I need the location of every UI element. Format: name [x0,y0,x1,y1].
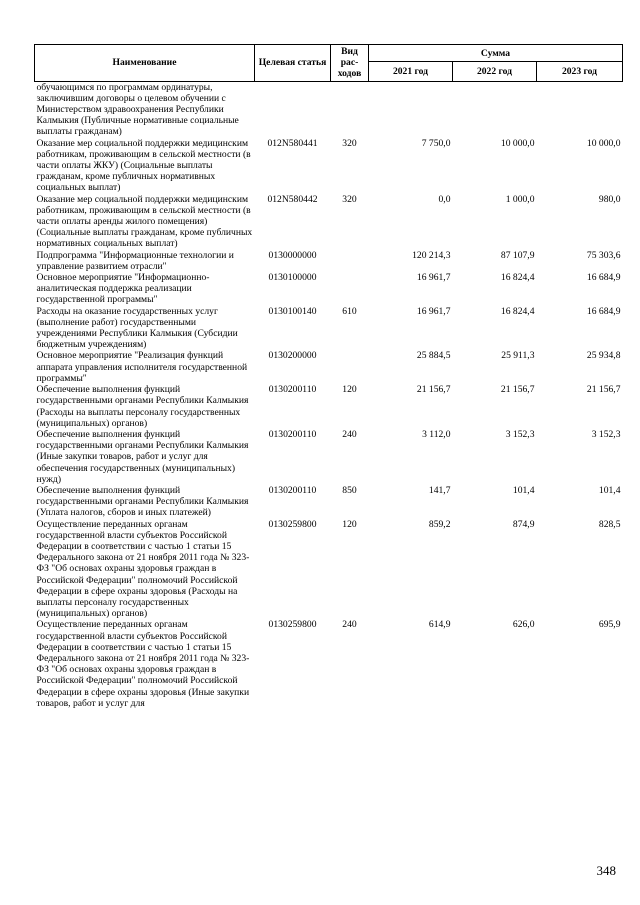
header-name: Наименование [35,45,255,82]
row-expense-type [331,272,369,306]
row-sum-2021: 21 156,7 [416,384,451,396]
row-target-article: 012N580442 [267,193,318,205]
row-target-article: 0130200110 [268,384,317,396]
row-name: Осуществление переданных органам государственной власти субъектов Российской Федерации в соответствии с частью 1 статьи 15 Федерального закона от 21 ноября 2011 года № 323-ФЗ "Об основах охраны здоровья граждан в Российской Федерации" полномочий Российской Федерации в сфере охраны здоровья (Иные закупки товаров, работ и услуг для [36,619,250,709]
row-sum-2022: 16 824,4 [500,305,535,317]
row-sum-2021 [369,81,453,138]
row-expense-type [331,250,369,272]
row-expense-type [331,81,369,138]
row-sum-2022: 25 911,3 [501,350,535,362]
row-target-article: 0130200110 [268,428,317,440]
row-sum-2022: 3 152,3 [505,428,535,440]
row-name: Оказание мер социальной поддержки медицинским работникам, проживающим в сельской местности (в части оплаты аренды жилого помещения)(Социальные выплаты гражданам, кроме публичных нормативных социальных выплат) [36,193,253,250]
row-expense-type [331,350,369,384]
row-expense-type: 320 [342,193,357,205]
row-sum-2023: 101,4 [598,484,621,496]
table-row [35,138,623,194]
row-sum-2021: 141,7 [428,484,451,496]
table-row [35,306,623,351]
row-sum-2023: 828,5 [598,518,621,530]
row-sum-2021: 0,0 [438,193,451,205]
row-sum-2023: 3 152,3 [591,428,621,440]
row-target-article: 0130200000 [268,350,317,362]
row-name: обучающимся по программам ординатуры, заключившим договоры о целевом обучении с Министерством здравоохранения Республики Калмыкия (Публичные нормативные социальные выплаты гражданам) [36,81,239,138]
row-expense-type: 240 [342,619,357,631]
row-target-article: 0130100140 [268,305,317,317]
table-row [35,350,623,384]
row-sum-2023: 25 934,8 [586,350,621,362]
row-expense-type: 320 [342,137,357,149]
row-expense-type: 120 [342,384,357,396]
row-sum-2021: 859,2 [428,518,451,530]
header-target-article: Целевая статья [255,45,331,82]
row-sum-2021: 3 112,0 [422,428,451,440]
row-sum-2023: 16 684,9 [586,305,621,317]
row-sum-2021: 25 884,5 [416,350,451,362]
row-sum-2022: 874,9 [512,518,535,530]
table-row [35,384,623,429]
row-sum-2023: 10 000,0 [586,137,621,149]
table-row [35,194,623,250]
table-row [35,250,623,272]
table-row [35,519,623,620]
row-sum-2023: 21 156,7 [586,384,621,396]
row-sum-2022: 1 000,0 [505,193,535,205]
row-sum-2022 [453,81,537,138]
row-expense-type: 120 [342,518,357,530]
row-name: Оказание мер социальной поддержки медицинским работникам, проживающим в сельской местности (в части оплаты ЖКУ) (Социальные выплаты гражданам, кроме публичных нормативных социальных выплат) [36,137,251,194]
header-year-2022: 2022 год [453,62,537,81]
row-name: Обеспечение выполнения функций государственными органами Республики Калмыкия (Уплата налогов, сборов и иных платежей) [36,484,249,519]
row-sum-2023: 75 303,6 [586,249,621,261]
table-header [35,45,623,82]
row-sum-2022: 21 156,7 [500,384,535,396]
row-sum-2023: 980,0 [598,193,621,205]
row-sum-2021: 120 214,3 [412,249,451,261]
row-target-article: 0130259800 [268,518,317,530]
row-expense-type: 850 [342,484,357,496]
row-sum-2022: 101,4 [512,484,535,496]
row-target-article: 0130100000 [268,272,317,284]
header-expense-type: Вид рас-ходов [331,45,369,82]
row-expense-type: 610 [342,305,357,317]
header-year-2021: 2021 год [369,62,453,81]
row-target-article: 0130200110 [268,484,317,496]
row-sum-2022: 10 000,0 [500,137,535,149]
table-row [35,429,623,485]
row-sum-2021: 16 961,7 [416,305,451,317]
row-sum-2021: 16 961,7 [416,272,451,284]
row-target-article: 012N580441 [267,137,318,149]
row-sum-2023 [537,81,623,138]
row-sum-2023: 16 684,9 [586,272,621,284]
row-name: Расходы на оказание государственных услуг (выполнение работ) государственными учреждениями Республики Калмыкия (Субсидии бюджетным учреждениям) [36,305,238,351]
header-sum: Сумма [369,45,623,62]
table-row [35,485,623,519]
row-sum-2022: 16 824,4 [500,272,535,284]
row-target-article: 0130000000 [268,249,317,261]
row-name: Подпрограмма "Информационные технологии и управление развитием отрасли" [36,249,234,272]
row-sum-2022: 626,0 [512,619,535,631]
table-row [35,272,623,306]
page-number: 348 [596,863,616,878]
table-row [35,619,623,709]
row-name: Осуществление переданных органам государственной власти субъектов Российской Федерации в соответствии с частью 1 статьи 15 Федерального закона от 21 ноября 2011 года № 323-ФЗ "Об основах охраны здоровья граждан в Российской Федерации" полномочий Российской Федерации в сфере охраны здоровья (Расходы на выплаты персоналу государственных (муниципальных) органов) [36,518,250,620]
row-sum-2021: 614,9 [428,619,451,631]
row-target-article [255,81,331,138]
row-name: Обеспечение выполнения функций государственными органами Республики Калмыкия (Расходы на выплаты персоналу государственных (муниципальных) органов) [36,384,249,429]
row-name: Основное мероприятие "Информационно-аналитическая поддержка реализации государственной программы" [36,272,210,306]
row-sum-2022: 87 107,9 [500,249,535,261]
row-sum-2021: 7 750,0 [421,137,451,149]
header-year-2023: 2023 год [537,62,623,81]
row-expense-type: 240 [342,428,357,440]
row-name: Основное мероприятие "Реализация функций аппарата управления исполнителя государственной программы" [36,350,248,384]
budget-table [34,44,623,709]
row-sum-2023: 695,9 [598,619,621,631]
table-body [35,81,623,709]
row-target-article: 0130259800 [268,619,317,631]
row-name: Обеспечение выполнения функций государственными органами Республики Калмыкия (Иные закупки товаров, работ и услуг для обеспечения государственных (муниципальных) нужд) [36,428,249,485]
table-row [35,81,623,138]
